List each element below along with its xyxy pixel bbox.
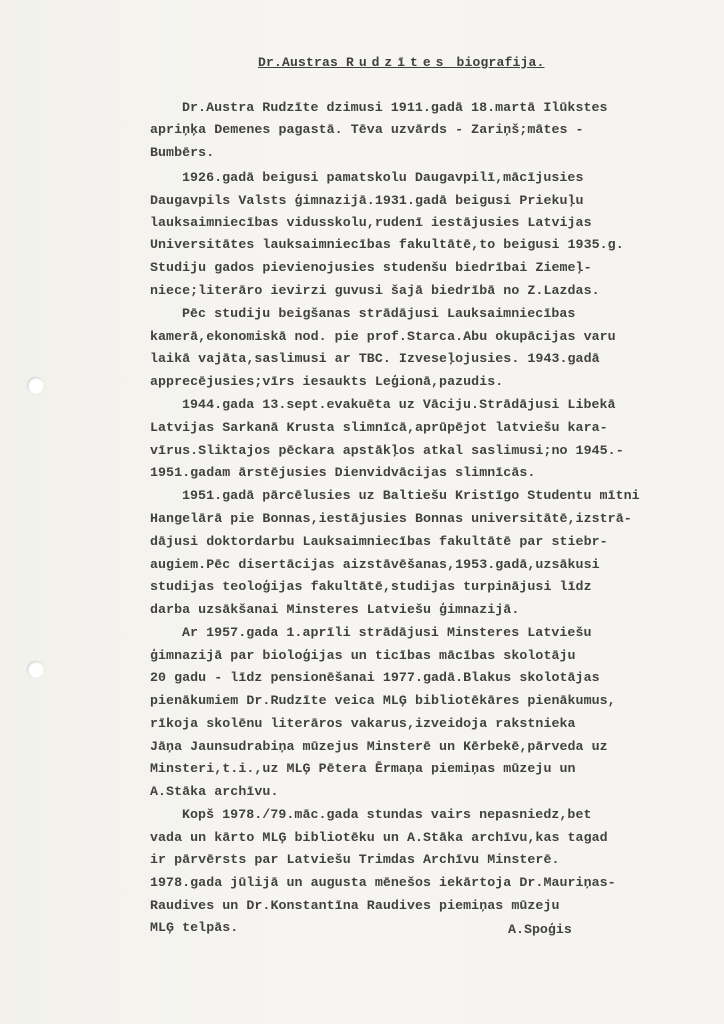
- text-line: Studiju gados pievienojusies studenšu biedrībai Ziemeļ-: [150, 260, 592, 275]
- text-line: 1978.gada jūlijā un augusta mēnešos iekārtoja Dr.Mauriņas-: [150, 875, 616, 890]
- text-line: Dr.Austra Rudzīte dzimusi 1911.gadā 18.martā Ilūkstes: [182, 100, 608, 115]
- text-line: Jāņa Jaunsudrabiņa mūzejus Minsterē un Kērbekē,pārveda uz: [150, 739, 608, 754]
- text-line: Kopš 1978./79.māc.gada stundas vairs nepasniedz,bet: [182, 807, 592, 822]
- text-line: pienākumiem Dr.Rudzīte veica MLĢ bibliotēkāres pienākumus,: [150, 693, 616, 708]
- text-line: laikā vajāta,saslimusi ar TBC. Izveseļojusies. 1943.gadā: [150, 351, 600, 366]
- text-line: vīrus.Sliktajos pēckara apstākļos atkal saslimusi;no 1945.-: [150, 443, 624, 458]
- text-line: darba uzsākšanai Minsteres Latviešu ģimnazijā.: [150, 602, 520, 617]
- title-prefix: Dr.Austras: [258, 55, 347, 70]
- text-line: MLĢ telpās.: [150, 920, 239, 935]
- text-line: ģimnazijā par bioloģijas un ticības mācības skolotāju: [150, 648, 576, 663]
- text-line: Ar 1957.gada 1.aprīli strādājusi Minsteres Latviešu: [182, 625, 592, 640]
- text-line: 1951.gadā pārcēlusies uz Baltiešu Kristīgo Studentu mītni: [182, 488, 640, 503]
- text-line: Hangelārā pie Bonnas,iestājusies Bonnas universitātē,izstrā-: [150, 511, 632, 526]
- text-line: dājusi doktordarbu Lauksaimniecības fakultātē par stiebr-: [150, 534, 608, 549]
- text-line: 1926.gadā beigusi pamatskolu Daugavpilī,mācījusies: [182, 170, 584, 185]
- document-title: [258, 55, 544, 70]
- text-line: niece;literāro ievirzi guvusi šajā biedrībā no Z.Lazdas.: [150, 283, 600, 298]
- text-line: A.Stāka archīvu.: [150, 784, 279, 799]
- text-line: 1944.gada 13.sept.evakuēta uz Vāciju.Strādājusi Libekā: [182, 397, 616, 412]
- text-line: Raudives un Dr.Konstantīna Raudives piemiņas mūzeju: [150, 898, 560, 913]
- text-line: studijas teoloģijas fakultātē,studijas turpinājusi līdz: [150, 579, 592, 594]
- text-line: Daugavpils Valsts ģimnazijā.1931.gadā beigusi Priekuļu: [150, 193, 584, 208]
- text-line: Minsteri,t.i.,uz MLĢ Pētera Ērmaņa piemiņas mūzeju un: [150, 761, 576, 776]
- title-suffix: biografija.: [456, 55, 545, 70]
- text-line: Pēc studiju beigšanas strādājusi Lauksaimniecības: [182, 306, 576, 321]
- text-line: vada un kārto MLĢ bibliotēku un A.Stāka archīvu,kas tagad: [150, 830, 608, 845]
- text-line: Latvijas Sarkanā Krusta slimnīcā,aprūpējot latviešu kara-: [150, 420, 608, 435]
- text-line: apriņķa Demenes pagastā. Tēva uzvārds - Zariņš;mātes -: [150, 122, 584, 137]
- signature: A.Spoģis: [508, 922, 572, 937]
- text-line: ir pārvērsts par Latviešu Trimdas Archīvu Minsterē.: [150, 852, 560, 867]
- text-line: kamerā,ekonomiskā nod. pie prof.Starca.Abu okupācijas varu: [150, 329, 616, 344]
- text-line: 20 gadu - līdz pensionēšanai 1977.gadā.Blakus skolotājas: [150, 670, 600, 685]
- text-line: apprecējusies;vīrs iesaukts Leģionā,pazudis.: [150, 374, 504, 389]
- text-line: rīkoja skolēnu literāros vakarus,izveidoja rakstnieka: [150, 716, 576, 731]
- text-line: Universitātes lauksaimniecības fakultātē,to beigusi 1935.g.: [150, 237, 624, 252]
- title-surname: Rudzītes: [346, 55, 449, 70]
- punch-hole: [27, 661, 44, 678]
- punch-hole: [27, 377, 44, 394]
- text-line: lauksaimniecības vidusskolu,rudenī iestājusies Latvijas: [150, 215, 592, 230]
- text-line: augiem.Pēc disertācijas aizstāvēšanas,1953.gadā,uzsākusi: [150, 557, 600, 572]
- text-line: 1951.gadam ārstējusies Dienvidvācijas slimnīcās.: [150, 465, 536, 480]
- text-line: Bumbērs.: [150, 145, 215, 160]
